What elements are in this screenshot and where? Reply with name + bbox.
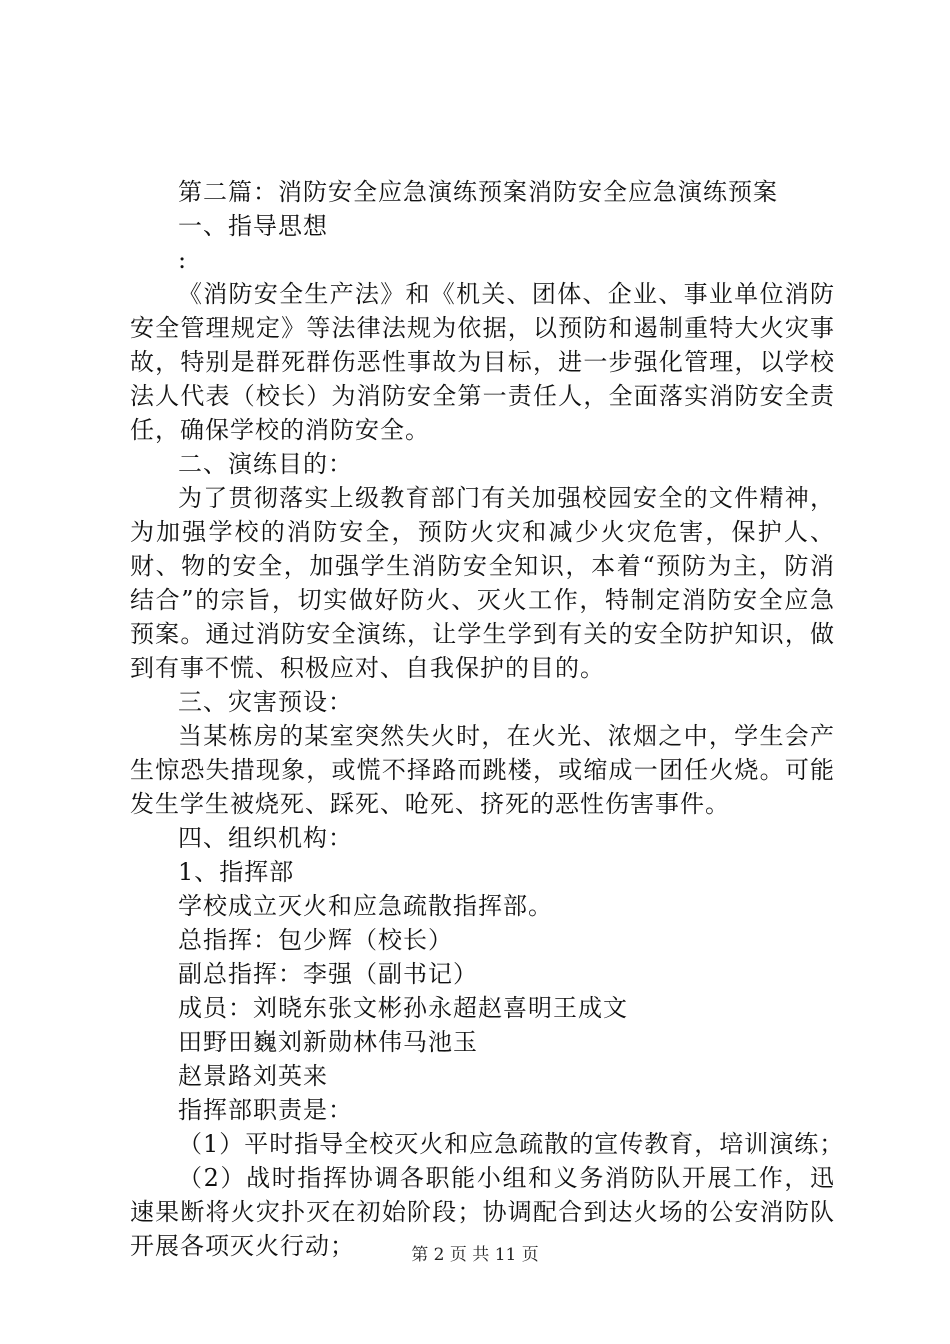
section-2-body: 为了贯彻落实上级教育部门有关加强校园安全的文件精神，为加强学校的消防安全，预防火灾和减少火灾危害，保护人、财、物的安全，加强学生消防安全知识，本着“预防为主，防消结合”的宗旨，切实做好防火、灭火工作，特制定消防安全应急预案。通过消防安全演练，让学生学到有关的安全防护知识，做到有事不慌、积极应对、自我保护的目的。 <box>130 484 835 682</box>
colon-line: : <box>178 246 188 274</box>
section-3-body: 当某栋房的某室突然失火时，在火光、浓烟之中，学生会产生惊恐失措现象，或慌不择路而跳楼，或缩成一团任火烧。可能发生学生被烧死、踩死、呛死、挤死的恶性伤害事件。 <box>130 722 835 818</box>
document-body <box>130 175 845 1263</box>
command-setup-line: 学校成立灭火和应急疏散指挥部。 <box>178 892 553 920</box>
members-line-1: 成员：刘晓东张文彬孙永超赵喜明王成文 <box>178 994 628 1022</box>
section-3-title: 三、灾害预设： <box>178 688 353 716</box>
page-footer: 第 2 页 共 11 页 <box>411 1245 539 1265</box>
section-2-title: 二、演练目的： <box>178 450 353 478</box>
duty-item-2: （2）战时指挥协调各职能小组和义务消防队开展工作，迅速果断将火灾扑灭在初始阶段；协调配合到达火场的公安消防队开展各项灭火行动； <box>130 1164 835 1260</box>
members-line-3: 赵景路刘英来 <box>178 1062 328 1090</box>
duty-item-1: （1）平时指导全校灭火和应急疏散的宣传教育，培训演练； <box>178 1130 845 1158</box>
members-line-2: 田野田巍刘新勋林伟马池玉 <box>178 1028 478 1056</box>
document-heading: 第二篇：消防安全应急演练预案消防安全应急演练预案 <box>178 178 778 206</box>
subsection-1-title: 1、指挥部 <box>178 858 295 886</box>
section-1-title: 一、指导思想 <box>178 212 328 240</box>
deputy-commander-line: 副总指挥：李强（副书记） <box>178 960 478 988</box>
section-1-body: 《消防安全生产法》和《机关、团体、企业、事业单位消防安全管理规定》等法律法规为依据，以预防和遏制重特大火灾事故，特别是群死群伤恶性事故为目标，进一步强化管理，以学校法人代表（校长）为消防安全第一责任人，全面落实消防安全责任，确保学校的消防安全。 <box>130 280 835 444</box>
duties-title: 指挥部职责是： <box>178 1096 353 1124</box>
section-4-title: 四、组织机构： <box>178 824 353 852</box>
chief-commander-line: 总指挥：包少辉（校长） <box>178 926 453 954</box>
